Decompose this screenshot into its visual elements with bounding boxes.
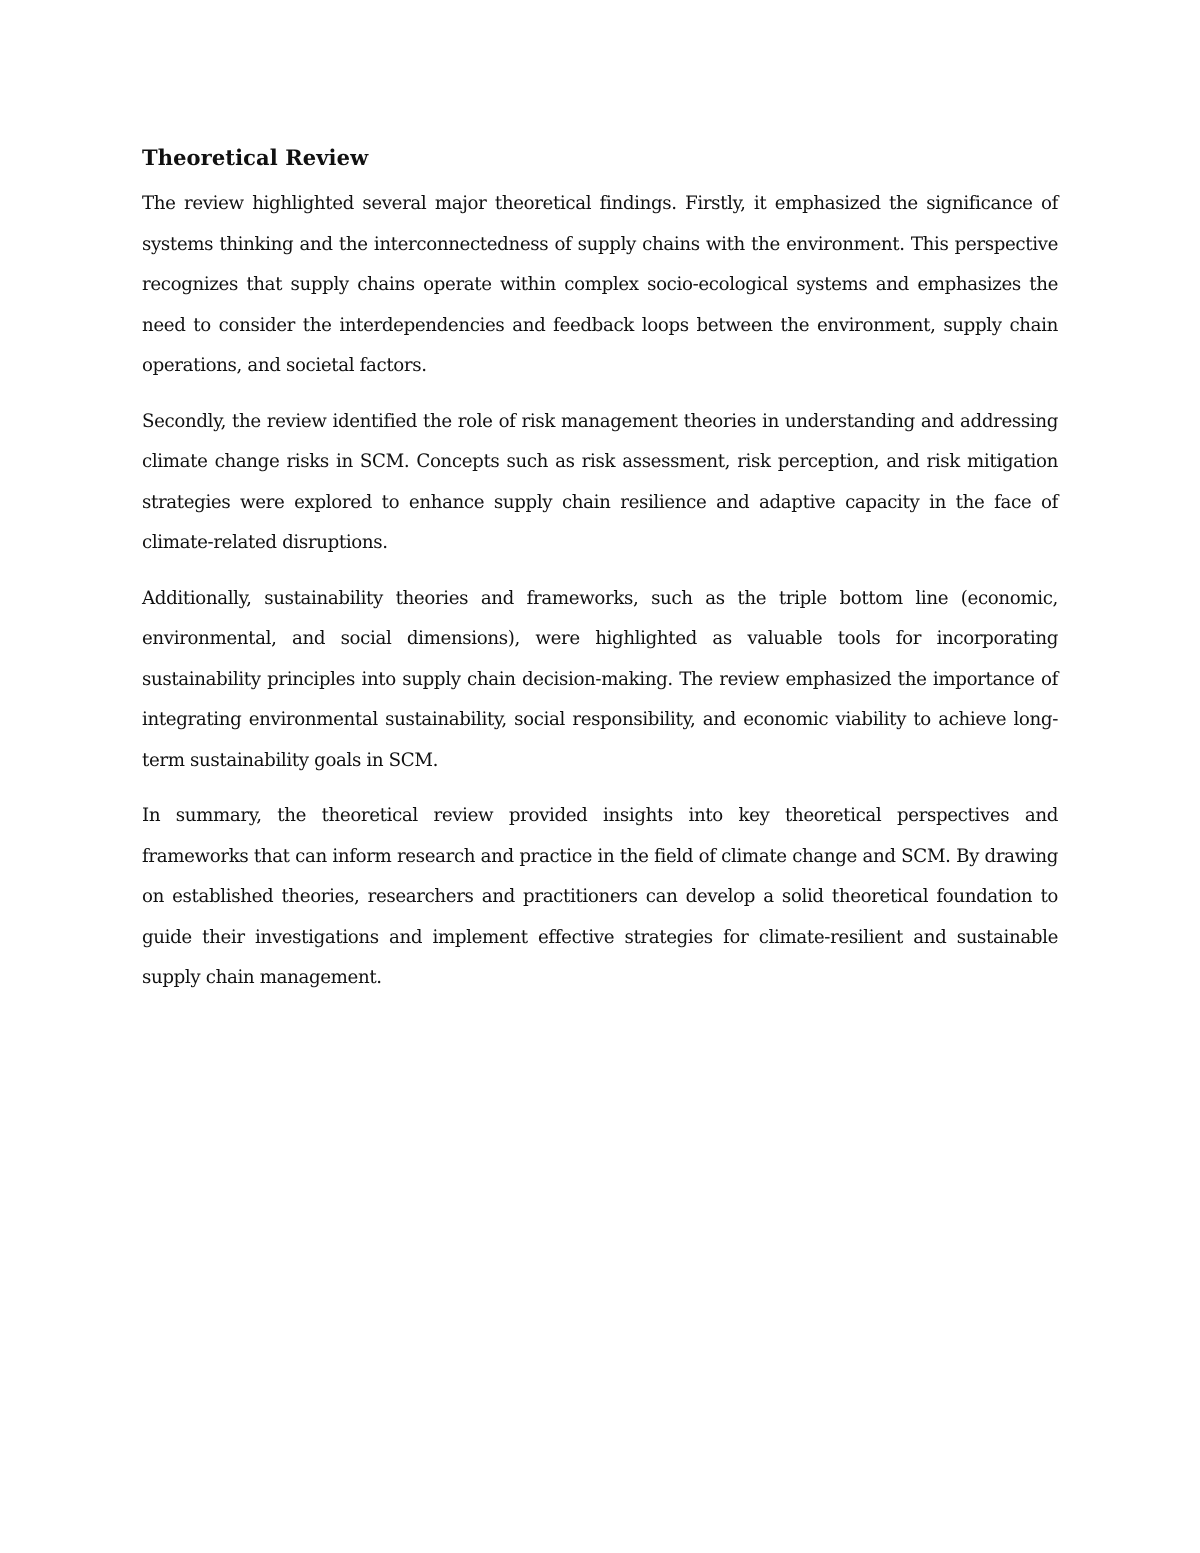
document-body bbox=[142, 140, 1058, 1014]
paragraph-sustainability: Additionally, sustainability theories and frameworks, such as the triple bottom line (economic, environmental, and social dimensions), were highlighted as valuable tools for incorporating sustainability principles into supply chain decision-making. The review emphasized the importance of integrating environmental sustainability, social responsibility, and economic viability to achieve long-term sustainability goals in SCM. bbox=[142, 587, 1058, 771]
paragraph-systems-thinking: The review highlighted several major theoretical findings. Firstly, it emphasized the significance of systems thinking and the interconnectedness of supply chains with the environment. This perspective recognizes that supply chains operate within complex socio-ecological systems and emphasizes the need to consider the interdependencies and feedback loops between the environment, supply chain operations, and societal factors. bbox=[142, 193, 1058, 376]
paragraph-summary: In summary, the theoretical review provided insights into key theoretical perspectives and frameworks that can inform research and practice in the field of climate change and SCM. By drawing on established theories, researchers and practitioners can develop a solid theoretical foundation to guide their investigations and implement effective strategies for climate-resilient and sustainable supply chain management. bbox=[142, 805, 1058, 988]
paragraph-risk-management: Secondly, the review identified the role of risk management theories in understanding and addressing climate change risks in SCM. Concepts such as risk assessment, risk perception, and risk mitigation strategies were explored to enhance supply chain resilience and adaptive capacity in the face of climate-related disruptions. bbox=[142, 410, 1058, 553]
section-heading: Theoretical Review bbox=[142, 145, 369, 170]
